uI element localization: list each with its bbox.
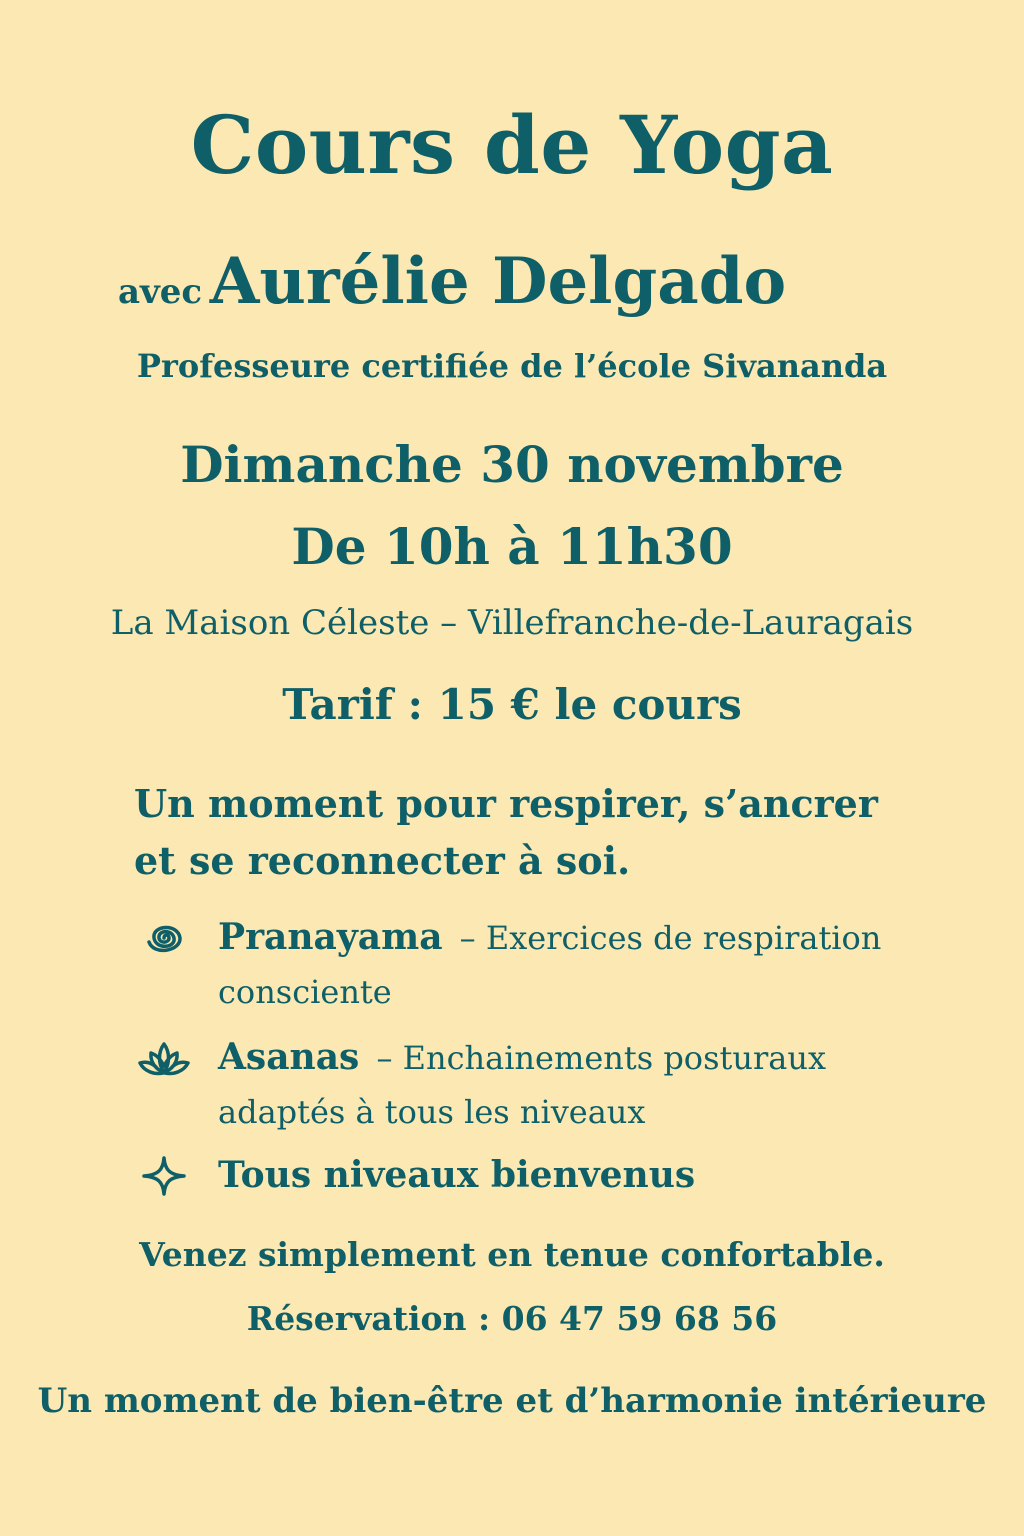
lotus-icon: [134, 1036, 194, 1080]
sparkle-icon: [134, 1154, 194, 1198]
teacher-name: Aurélie Delgado: [209, 244, 787, 319]
event-time: De 10h à 11h30: [291, 517, 733, 576]
feature-label-pranayama: Pranayama: [218, 916, 443, 958]
feature-label-asanas: Asanas: [218, 1036, 360, 1078]
feature-text-asanas: [218, 1030, 908, 1139]
avec-label: avec: [118, 272, 203, 312]
teacher-line: [118, 244, 787, 319]
booking-phone: Réservation : 06 47 59 68 56: [246, 1299, 778, 1338]
closing-line: Un moment de bien-être et d’harmonie intérieure: [37, 1381, 987, 1421]
event-date: Dimanche 30 novembre: [180, 435, 844, 494]
comfort-note: Venez simplement en tenue confortable.: [139, 1235, 885, 1274]
tagline: Un moment pour respirer, s’ancrer et se reconnecter à soi.: [134, 781, 878, 883]
feature-label-all-levels: Tous niveaux bienvenus: [218, 1154, 696, 1196]
spiral-icon: [134, 916, 194, 960]
feature-desc-pranayama: – Exercices de respiration consciente: [218, 919, 882, 1011]
event-place: La Maison Céleste – Villefranche-de-Lauragais: [110, 603, 914, 643]
event-price: Tarif : 15 € le cours: [282, 680, 742, 729]
teacher-certification: Professeure certifiée de l’école Sivananda: [136, 347, 888, 385]
feature-desc-asanas: – Enchainements posturaux adaptés à tous les niveaux: [218, 1039, 826, 1131]
feature-text-pranayama: [218, 910, 908, 1019]
page-title: Cours de Yoga: [190, 98, 834, 192]
feature-text-all-levels: [218, 1148, 908, 1203]
